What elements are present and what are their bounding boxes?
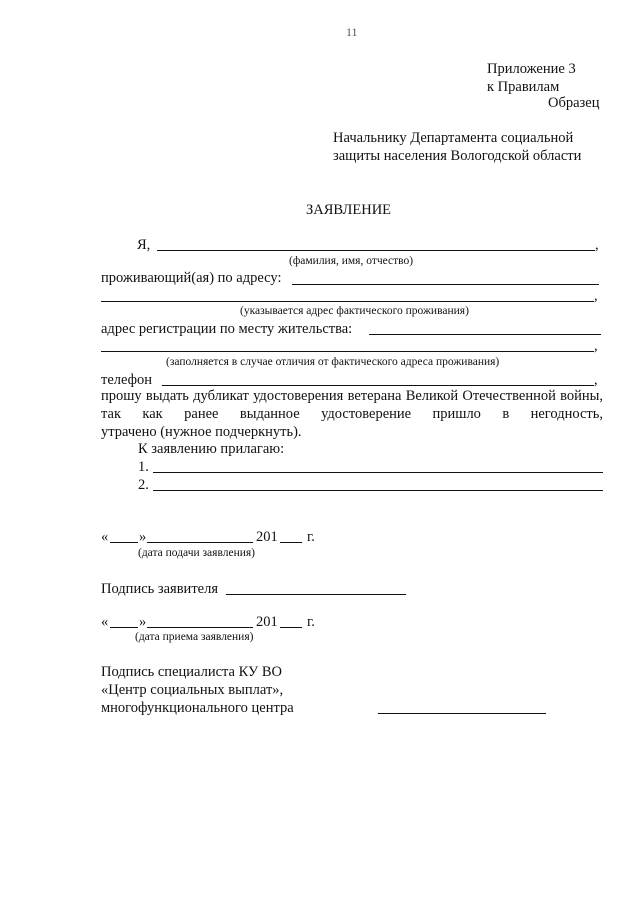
addressee-line-1: Начальнику Департамента социальной (333, 130, 574, 146)
phone-comma: , (594, 372, 598, 388)
submission-year-suffix: г. (307, 529, 315, 545)
registration-comma: , (594, 338, 598, 354)
submission-month-line[interactable] (147, 542, 253, 543)
addressee-line-2: защиты населения Вологодской области (333, 148, 582, 164)
rules-label: к Правилам (487, 79, 560, 95)
acceptance-year-line[interactable] (280, 627, 302, 628)
registration-hint: (заполняется в случае отличия от фактического адреса проживания) (166, 356, 500, 368)
acceptance-day-line[interactable] (110, 627, 138, 628)
attachment-item-1-line[interactable] (153, 472, 603, 473)
submission-year-line[interactable] (280, 542, 302, 543)
residing-label: проживающий(ая) по адресу: (101, 270, 282, 286)
acceptance-month-line[interactable] (147, 627, 253, 628)
applicant-signature-label: Подпись заявителя (101, 581, 218, 597)
request-last-line: утрачено (нужное подчеркнуть). (101, 424, 302, 440)
specialist-line-2: «Центр социальных выплат», (101, 682, 284, 698)
request-text: прошу выдать дубликат удостоверения ветерана Великой Отечественной войны, так как ранее выданное удостоверение пришло в негодность, (101, 388, 603, 422)
fio-comma: , (595, 237, 599, 253)
specialist-signature-line[interactable] (378, 713, 546, 714)
acceptance-open-quote: « (101, 614, 109, 630)
attachment-item-1-number: 1. (138, 459, 149, 475)
sample-label: Образец (548, 95, 600, 111)
submission-date-hint: (дата подачи заявления) (138, 547, 255, 559)
address-field-line-2[interactable] (101, 301, 594, 302)
phone-field-line[interactable] (162, 385, 594, 386)
submission-day-line[interactable] (110, 542, 138, 543)
registration-label: адрес регистрации по месту жительства: (101, 321, 353, 337)
phone-label: телефон (101, 372, 153, 388)
actual-address-hint: (указывается адрес фактического проживания) (240, 305, 469, 317)
specialist-line-1: Подпись специалиста КУ ВО (101, 664, 283, 680)
acceptance-year-suffix: г. (307, 614, 315, 630)
i-label: Я, (137, 237, 151, 253)
fio-hint: (фамилия, имя, отчество) (289, 255, 414, 267)
address-comma: , (594, 288, 598, 304)
submission-year-prefix: 201 (256, 529, 278, 545)
document-title: ЗАЯВЛЕНИЕ (306, 202, 392, 218)
acceptance-year-prefix: 201 (256, 614, 278, 630)
fio-field-line[interactable] (157, 250, 595, 251)
applicant-signature-line[interactable] (226, 594, 406, 595)
page-number: 11 (346, 25, 358, 39)
specialist-line-3: многофункционального центра (101, 700, 294, 716)
appendix-label: Приложение 3 (487, 61, 576, 77)
attach-label: К заявлению прилагаю: (138, 441, 285, 457)
acceptance-date-hint: (дата приема заявления) (135, 631, 254, 643)
submission-close-quote: » (139, 529, 147, 545)
address-field-line-1[interactable] (292, 284, 599, 285)
acceptance-close-quote: » (139, 614, 147, 630)
submission-open-quote: « (101, 529, 109, 545)
registration-field-line-2[interactable] (101, 351, 594, 352)
attachment-item-2-number: 2. (138, 477, 149, 493)
registration-field-line-1[interactable] (369, 334, 601, 335)
attachment-item-2-line[interactable] (153, 490, 603, 491)
